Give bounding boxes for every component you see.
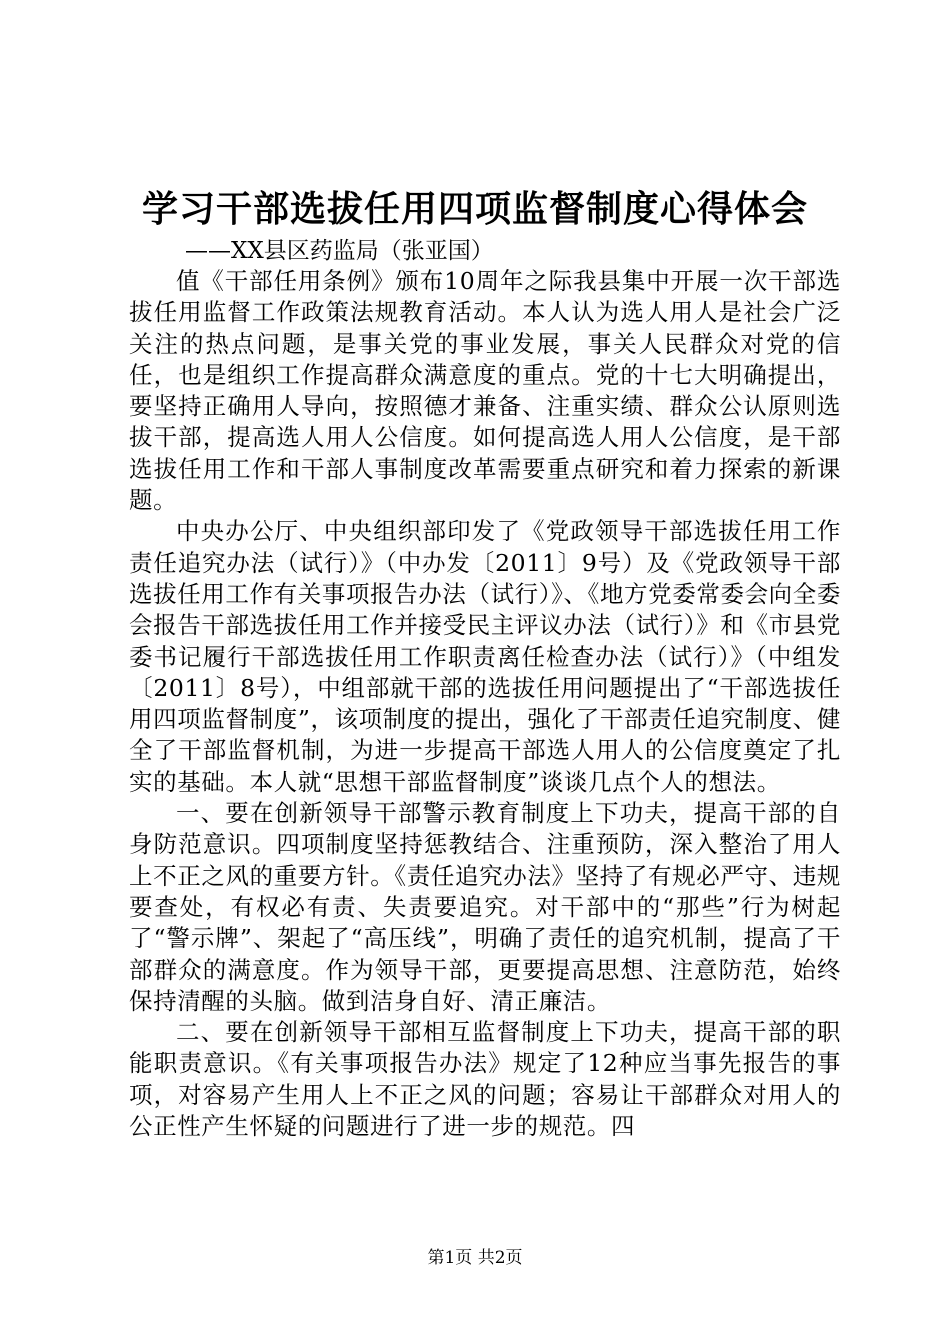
author-line: ——XX县区药监局（张亚国）	[185, 238, 494, 264]
paragraph: 二、要在创新领导干部相互监督制度上下功夫，提高干部的职能职责意识。《有关事项报告办法》规定了12种应当事先报告的事项，对容易产生用人上不正之风的问题；容易让干部群众对用人的公正性产生怀疑的问题进行了进一步的规范。四	[129, 1018, 841, 1141]
document-title: 学习干部选拔任用四项监督制度心得体会	[141, 188, 808, 230]
paragraph: 一、要在创新领导干部警示教育制度上下功夫，提高干部的自身防范意识。四项制度坚持惩教结合、注重预防，深入整治了用人上不正之风的重要方针。《责任追究办法》坚持了有规必严守、违规要查处，有权必有责、失责要追究。对干部中的“那些”行为树起了“警示牌”、架起了“高压线”，明确了责任的追究机制，提高了干部群众的满意度。作为领导干部，更要提高思想、注意防范，始终保持清醒的头脑。做到洁身自好、清正廉洁。	[129, 799, 841, 1015]
page-footer: 第1页 共2页	[427, 1248, 523, 1268]
paragraph: 值《干部任用条例》颁布10周年之际我县集中开展一次干部选拔任用监督工作政策法规教育活动。本人认为选人用人是社会广泛关注的热点问题，是事关党的事业发展，事关人民群众对党的信任，也是组织工作提高群众满意度的重点。党的十七大明确提出，要坚持正确用人导向，按照德才兼备、注重实绩、群众公认原则选拔干部，提高选人用人公信度。如何提高选人用人公信度，是干部选拔任用工作和干部人事制度改革需要重点研究和着力探索的新课题。	[129, 267, 841, 515]
paragraph: 中央办公厅、中央组织部印发了《党政领导干部选拔任用工作责任追究办法（试行）》（中办发〔2011〕9号）及《党政领导干部选拔任用工作有关事项报告办法（试行）》、《地方党委常委会向全委会报告干部选拔任用工作并接受民主评议办法（试行）》和《市县党委书记履行干部选拔任用工作职责离任检查办法（试行）》（中组发〔2011〕8号），中组部就干部的选拔任用问题提出了“干部选拔任用四项监督制度”，该项制度的提出，强化了干部责任追究制度、健全了干部监督机制，为进一步提高干部选人用人的公信度奠定了扎实的基础。本人就“思想干部监督制度”谈谈几点个人的想法。	[129, 517, 841, 796]
document-body	[129, 266, 841, 1142]
